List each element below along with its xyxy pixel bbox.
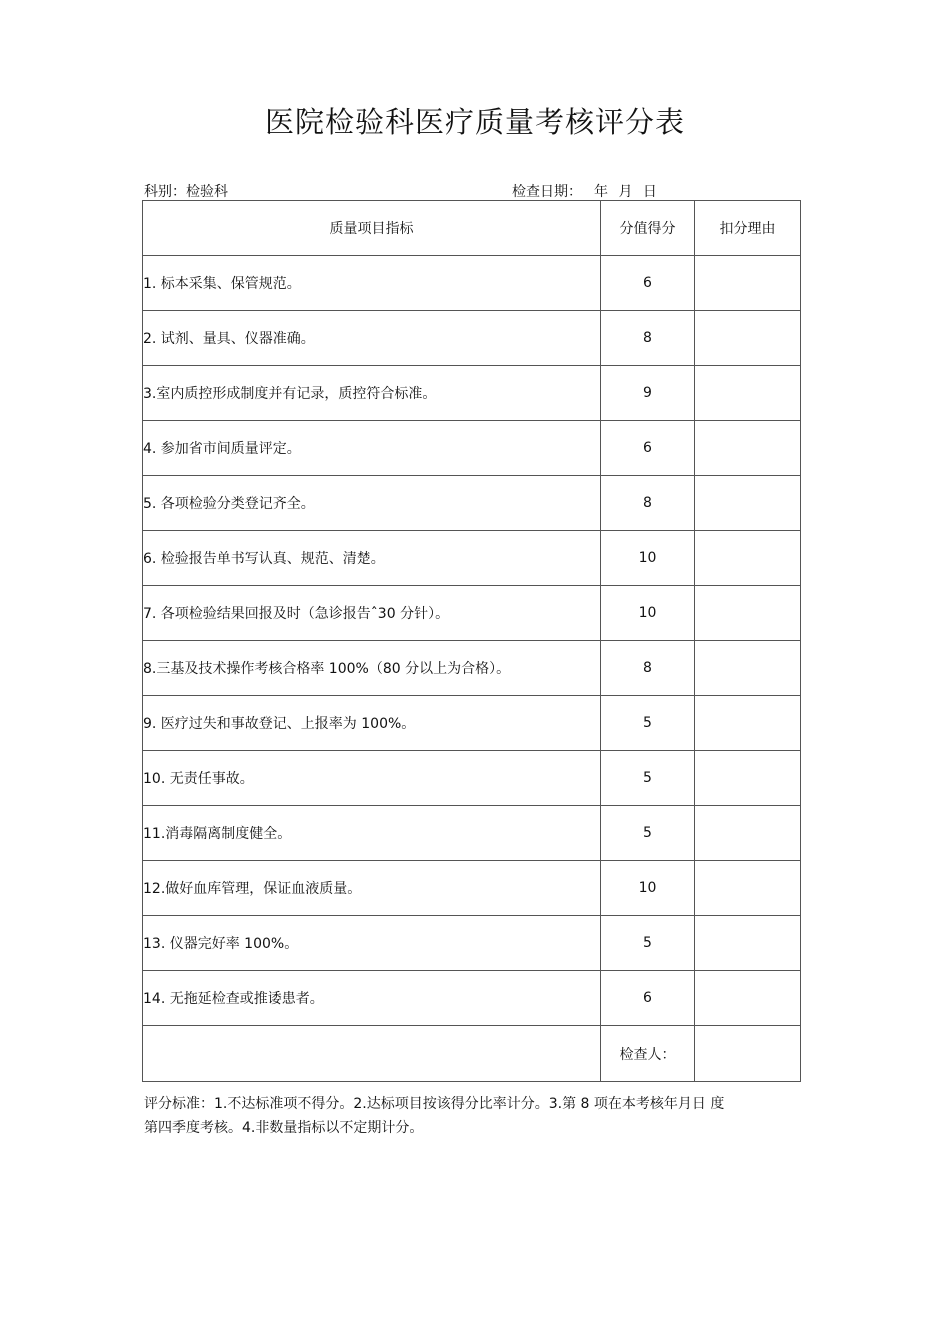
reason-cell[interactable] (695, 916, 801, 971)
score-cell: 5 (601, 806, 695, 861)
table-row (143, 366, 801, 421)
score-cell: 5 (601, 916, 695, 971)
item-cell: 1. 标本采集、保管规范。 (143, 256, 601, 311)
table-row (143, 641, 801, 696)
table-row (143, 256, 801, 311)
inspection-date-value: 年 月 日 (594, 184, 657, 200)
score-cell: 10 (601, 861, 695, 916)
table-row (143, 421, 801, 476)
table-row (143, 751, 801, 806)
reason-cell[interactable] (695, 531, 801, 586)
table-row (143, 806, 801, 861)
item-cell: 11.消毒隔离制度健全。 (143, 806, 601, 861)
header-score: 分值得分 (601, 201, 695, 256)
item-cell: 7. 各项检验结果回报及时（急诊报告ˆ30 分针）。 (143, 586, 601, 641)
reason-cell[interactable] (695, 586, 801, 641)
score-cell: 5 (601, 696, 695, 751)
reason-cell[interactable] (695, 806, 801, 861)
score-cell: 5 (601, 751, 695, 806)
table-header-row (143, 201, 801, 256)
item-cell: 12.做好血库管理，保证血液质量。 (143, 861, 601, 916)
header-item: 质量项目指标 (143, 201, 601, 256)
table-row (143, 861, 801, 916)
score-cell: 8 (601, 641, 695, 696)
reason-cell[interactable] (695, 256, 801, 311)
score-cell: 6 (601, 421, 695, 476)
reason-cell[interactable] (695, 971, 801, 1026)
table-row (143, 916, 801, 971)
score-cell: 8 (601, 311, 695, 366)
table-row (143, 586, 801, 641)
score-cell: 10 (601, 531, 695, 586)
item-cell: 13. 仪器完好率 100%。 (143, 916, 601, 971)
reason-cell[interactable] (695, 421, 801, 476)
document-title: 医院检验科医疗质量考核评分表 (264, 105, 685, 139)
scoring-criteria-line-2: 第四季度考核。4.非数量指标以不定期计分。 (144, 1120, 424, 1136)
table-row (143, 311, 801, 366)
scoring-criteria-note (144, 1092, 804, 1140)
reason-cell[interactable] (695, 311, 801, 366)
item-cell: 4. 参加省市间质量评定。 (143, 421, 601, 476)
inspection-date (512, 181, 657, 201)
item-cell: 8.三基及技术操作考核合格率 100%（80 分以上为合格）。 (143, 641, 601, 696)
item-cell: 10. 无责任事故。 (143, 751, 601, 806)
reason-cell[interactable] (695, 861, 801, 916)
table-row (143, 476, 801, 531)
inspector-blank-cell (143, 1026, 601, 1082)
table-row (143, 696, 801, 751)
scoring-criteria-line-1: 评分标准：1.不达标准项不得分。2.达标项目按该得分比率计分。3.第 8 项在本考核年月日 度 (144, 1096, 725, 1112)
header-reason: 扣分理由 (695, 201, 801, 256)
table-row (143, 531, 801, 586)
table-row (143, 971, 801, 1026)
item-cell: 9. 医疗过失和事故登记、上报率为 100%。 (143, 696, 601, 751)
score-cell: 8 (601, 476, 695, 531)
inspector-row (143, 1026, 801, 1082)
department-label: 科别：检验科 (144, 184, 228, 200)
reason-cell[interactable] (695, 641, 801, 696)
reason-cell[interactable] (695, 696, 801, 751)
item-cell: 5. 各项检验分类登记齐全。 (143, 476, 601, 531)
item-cell: 6. 检验报告单书写认真、规范、清楚。 (143, 531, 601, 586)
item-cell: 3.室内质控形成制度并有记录，质控符合标准。 (143, 366, 601, 421)
score-table (142, 200, 801, 1082)
score-cell: 10 (601, 586, 695, 641)
reason-cell[interactable] (695, 476, 801, 531)
inspection-date-label: 检查日期： (512, 184, 582, 200)
inspector-label: 检查人： (601, 1026, 695, 1082)
score-cell: 9 (601, 366, 695, 421)
score-cell: 6 (601, 256, 695, 311)
item-cell: 2. 试剂、量具、仪器准确。 (143, 311, 601, 366)
inspector-signature-cell[interactable] (695, 1026, 801, 1082)
reason-cell[interactable] (695, 366, 801, 421)
item-cell: 14. 无拖延检查或推诿患者。 (143, 971, 601, 1026)
reason-cell[interactable] (695, 751, 801, 806)
score-cell: 6 (601, 971, 695, 1026)
